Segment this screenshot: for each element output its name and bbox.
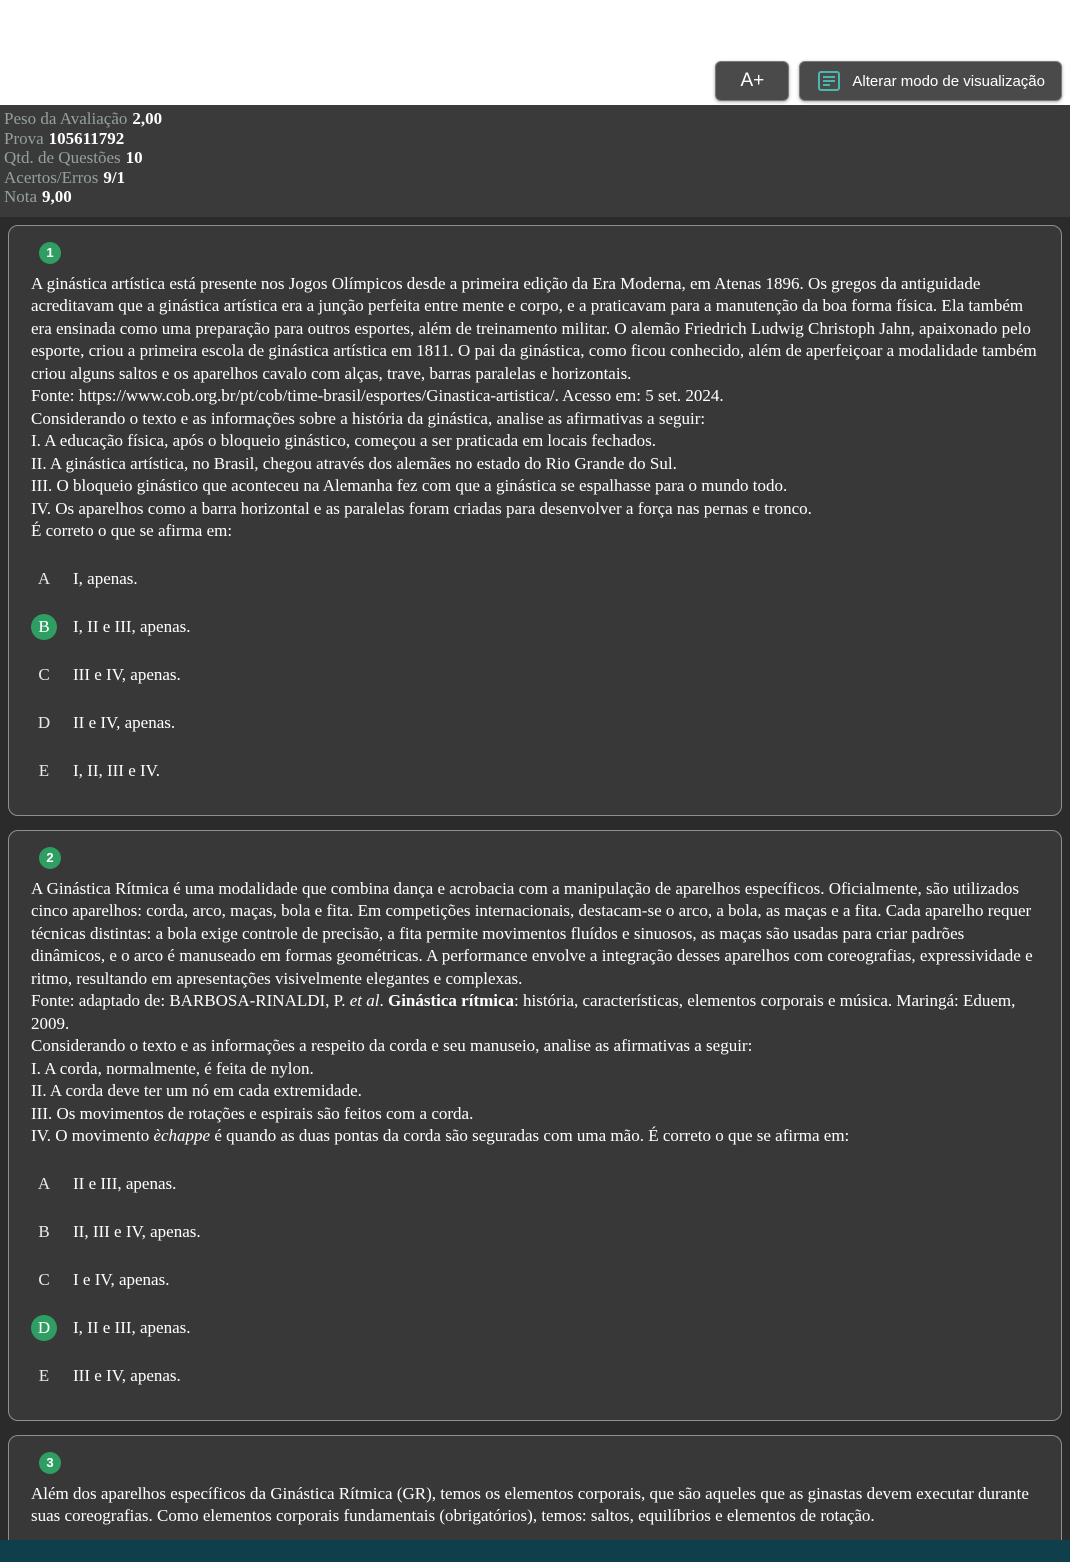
option-text: II e III, apenas.	[73, 1173, 177, 1193]
view-mode-icon	[816, 68, 842, 94]
option-text: II e IV, apenas.	[73, 712, 176, 732]
option-letter: A	[37, 568, 51, 588]
bottom-bar	[0, 1540, 1070, 1562]
question-card-2	[8, 830, 1062, 1421]
statement-item: III. O bloqueio ginástico que aconteceu na Alemanha fez com que a ginástica se espalhasse para o mundo todo.	[31, 476, 788, 495]
option-letter: A	[37, 1173, 51, 1193]
question-text: Além dos aparelhos específicos da Ginástica Rítmica (GR), temos os elementos corporais, que são aqueles que as ginastas devem executar durante suas coreografias. Como elementos corporais fundamentais (obrigatórios), temos: saltos, equilíbrios e elementos de rotação.	[31, 1483, 1029, 1525]
option-text: III e IV, apenas.	[73, 1365, 181, 1385]
statement-item: I. A corda, normalmente, é feita de nylon.	[31, 1058, 314, 1078]
statement-item: III. Os movimentos de rotações e espirais são feitos com a corda.	[31, 1103, 474, 1123]
option-row-a[interactable]	[31, 1170, 1037, 1198]
option-row-c[interactable]	[31, 1266, 1037, 1294]
options-list	[31, 565, 1037, 785]
statement-post: é quando as duas pontas da corda são seguradas com uma mão. É correto o que se afirma em:	[210, 1126, 850, 1145]
option-text: I, II, III e IV.	[73, 760, 161, 780]
option-letter: C	[38, 1269, 50, 1289]
view-mode-label: Alterar modo de visualização	[852, 72, 1045, 90]
exam-info-value: 9,00	[42, 187, 72, 206]
option-text: I e IV, apenas.	[73, 1269, 170, 1289]
source-line	[31, 990, 1037, 1035]
toolbar	[0, 0, 1070, 105]
option-row-a[interactable]	[31, 565, 1037, 593]
question-card-3	[8, 1435, 1062, 1540]
source-title: Ginástica rítmica	[387, 991, 515, 1010]
source-line: Fonte: https://www.cob.org.br/pt/cob/time-brasil/esportes/Ginastica-artistica/. Acesso em: 5 set. 2024.	[31, 386, 724, 405]
question-text: A ginástica artística está presente nos Jogos Olímpicos desde a primeira edição da Era Moderna, em Atenas 1896. Os gregos da antiguidade acreditavam que a ginástica artística era a junção perfeita entre mente e corpo, e a praticavam para a manutenção da boa forma física. Ela também era ensinada como uma preparação para outros esportes, além de treinamento militar. O alemão Friedrich Ludwig Christoph Jahn, apaixonado pelo esporte, criou a primeira escola de ginástica artística em 1811. O pai da ginástica, como ficou conhecido, além de aperfeiçoar a modalidade também criou alguns saltos e os aparelhos cavalo com alças, trave, barras paralelas e horizontais.	[31, 273, 1037, 383]
question-number-badge: 3	[39, 1452, 61, 1474]
questions-list	[0, 217, 1070, 1540]
question-card-1	[8, 225, 1062, 816]
option-text: I, apenas.	[73, 568, 138, 588]
option-letter: C	[38, 664, 50, 684]
exam-info-row	[4, 168, 1066, 188]
option-row-b[interactable]	[31, 613, 1037, 641]
exam-info-value: 10	[125, 148, 143, 167]
statement-item	[31, 1125, 1037, 1148]
option-letter: D	[37, 712, 51, 732]
question-number-badge: 2	[39, 847, 61, 869]
option-letter: D	[31, 1315, 57, 1341]
exam-info-label: Qtd. de Questões	[4, 148, 121, 167]
option-text: I, II e III, apenas.	[73, 1317, 191, 1337]
statement-item: II. A corda deve ter um nó em cada extremidade.	[31, 1081, 362, 1100]
option-text: III e IV, apenas.	[73, 664, 181, 684]
source-dot: .	[379, 991, 388, 1010]
exam-info-value: 9/1	[103, 167, 126, 187]
question-number-badge: 1	[39, 242, 61, 264]
source-text: Fonte: adaptado de: BARBOSA-RINALDI, P.	[31, 991, 350, 1010]
option-row-d[interactable]	[31, 709, 1037, 737]
option-row-d[interactable]	[31, 1314, 1037, 1342]
source-rest: : história, características, elementos corporais e música. Maringá: Eduem, 2009.	[31, 991, 1016, 1033]
option-row-b[interactable]	[31, 1218, 1037, 1246]
exam-info-panel	[0, 105, 1070, 217]
question-instruction: Considerando o texto e as informações a respeito da corda e seu manuseio, analise as afirmativas a seguir:	[31, 1036, 753, 1055]
exam-info-row	[4, 129, 1066, 149]
exam-info-row	[4, 148, 1066, 168]
exam-info-label: Peso da Avaliação	[4, 109, 128, 128]
options-list	[31, 1170, 1037, 1390]
question-prompt: É correto o que se afirma em:	[31, 521, 233, 540]
option-text: I, II e III, apenas.	[73, 616, 191, 636]
exam-info-value: 2,00	[132, 109, 163, 128]
option-letter: B	[31, 614, 57, 640]
font-size-button[interactable]: A+	[715, 61, 789, 101]
statement-item: I. A educação física, após o bloqueio ginástico, começou a ser praticada em locais fechados.	[31, 431, 656, 450]
option-letter: E	[38, 760, 50, 780]
question-instruction: Considerando o texto e as informações sobre a história da ginástica, analise as afirmativas a seguir:	[31, 408, 706, 428]
statement-term: èchappe	[153, 1126, 211, 1145]
option-row-e[interactable]	[31, 1362, 1037, 1390]
option-letter: B	[38, 1221, 50, 1241]
view-mode-button[interactable]	[799, 61, 1062, 101]
statement-item: II. A ginástica artística, no Brasil, chegou através dos alemães no estado do Rio Grande do Sul.	[31, 453, 677, 473]
exam-info-label: Nota	[4, 187, 38, 206]
exam-info-row	[4, 187, 1066, 207]
option-row-c[interactable]	[31, 661, 1037, 689]
source-etal: et al	[349, 991, 380, 1010]
option-row-e[interactable]	[31, 757, 1037, 785]
question-text: A Ginástica Rítmica é uma modalidade que combina dança e acrobacia com a manipulação de aparelhos específicos. Oficialmente, são utilizados cinco aparelhos: corda, arco, maças, bola e fita. Em competições internacionais, destacam-se o arco, a bola, as maças e a fita. Cada aparelho requer técnicas distintas: a bola exige controle de precisão, a fita permite movimentos fluídos e sinuosos, as maças são usadas para criar padrões dinâmicos, e o arco é manuseado em formas geométricas. A performance envolve a integração desses aparelhos com coreografias, expressividade e ritmo, resultando em apresentações visivelmente elegantes e complexas.	[31, 878, 1033, 988]
exam-info-value: 105611792	[48, 128, 125, 148]
option-text: II, III e IV, apenas.	[73, 1221, 201, 1241]
exam-info-label: Prova	[4, 128, 44, 148]
exam-info-label: Acertos/Erros	[4, 167, 99, 187]
option-letter: E	[38, 1365, 50, 1385]
exam-info-row	[4, 109, 1066, 129]
statement-pre: IV. O movimento	[31, 1126, 154, 1145]
statement-item: IV. Os aparelhos como a barra horizontal e as paralelas foram criadas para desenvolver a força nas pernas e tronco.	[31, 498, 812, 518]
